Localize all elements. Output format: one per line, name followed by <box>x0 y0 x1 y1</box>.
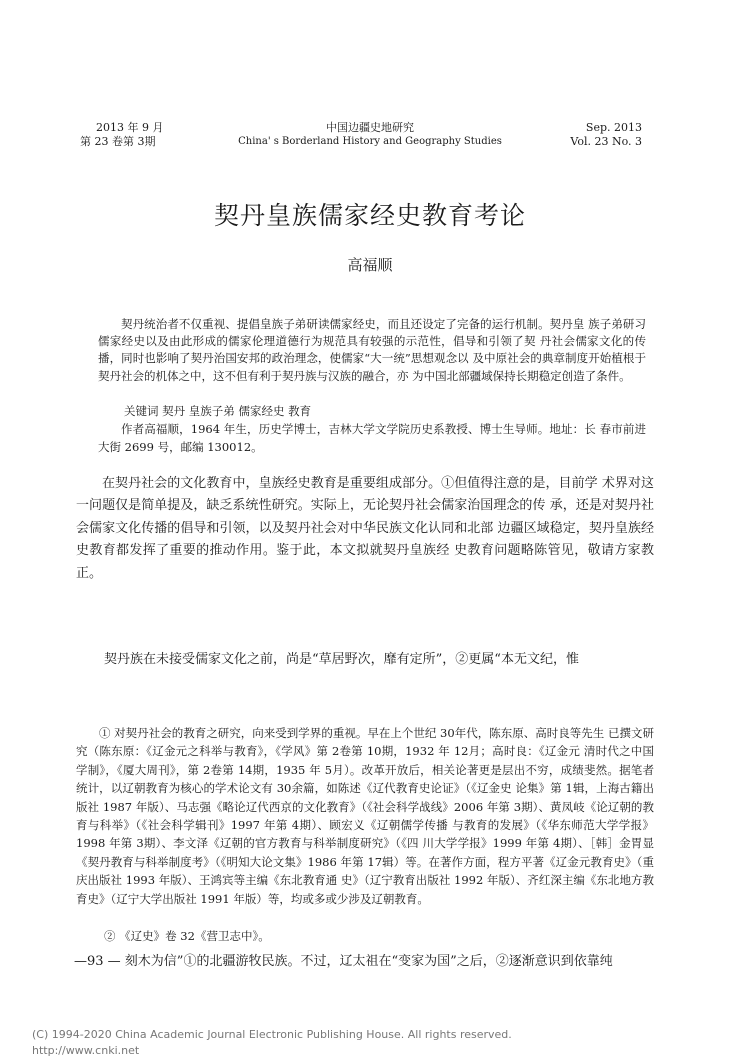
body-paragraph-1: 在契丹社会的文化教育中，皇族经史教育是重要组成部分。①但值得注意的是，目前学 术界对这一问题仅是简单提及，缺乏系统性研究。实际上，无论契丹社会儒家治国理念的传 承，还是对契丹社会儒家文化传播的倡导和引领，以及契丹社会对中华民族文化认同和北部 边疆区域稳定，契丹皇族经史教育都发挥了重要的推动作用。鉴于此，本文拟就契丹皇族经 史教育问题略陈管见，敬请方家教正。 <box>76 476 654 581</box>
issue-volume-cn: 第 23 卷第 3期 <box>80 135 156 148</box>
journal-title-en: China' s Borderland History and Geography Studies <box>238 136 502 147</box>
keywords: 关键词 契丹 皇族子弟 儒家经史 教育 <box>124 404 312 418</box>
issue-date-cn: 2013 年 9 月 <box>96 121 164 134</box>
issue-volume-en: Vol. 23 No. 3 <box>570 135 642 148</box>
body-paragraph-2: 契丹族在未接受儒家文化之前，尚是“草居野次，靡有定所”，②更属“本无文纪，惟 <box>104 652 579 667</box>
copyright-notice: (C) 1994-2020 China Academic Journal Electronic Publishing House. All rights reserved. <box>32 1028 512 1041</box>
issue-date-en: Sep. 2013 <box>585 121 642 134</box>
abstract: 契丹统治者不仅重视、提倡皇族子弟研读儒家经史，而且还设定了完备的运行机制。契丹皇 族子弟研习儒家经史以及由此形成的儒家伦理道德行为规范具有较强的示范性，倡导和引领了契 丹社会儒家文化的传播，同时也影响了契丹治国安邦的政治理念，使儒家“大一统”思想观念以 及中原社会的典章制度开始植根于契丹社会的机体之中，这不但有利于契丹族与汉族的融合，亦 为中国北部疆域保持长期稳定创造了条件。 <box>98 317 646 383</box>
footnote-2: ② 《辽史》卷 32《营卫志中》。 <box>104 929 270 943</box>
cnki-link[interactable]: http://www.cnki.net <box>32 1044 140 1057</box>
footnote-1: ① 对契丹社会的教育之研究，向来受到学界的重视。早在上个世纪 30年代，陈东原、高时良等先生 已撰文研究（陈东原：《辽金元之科举与教育》，《学风》第 2卷第 10期，1932 年 12月；高时良：《辽金元 清时代之中国学制》，《厦大周刊》，第 2卷第 14期，1935 年 5月）。改革开放后，相关论著更是层出不穷，成绩斐然。据笔者统计，以辽朝教育为核心的学术论文有 30余篇，如陈述《辽代教育史论证》（《辽金史 论集》第 1辑，上海古籍出版社 1987 年版）、马志强《略论辽代西京的文化教育》（《社会科学战线》2006 年第 3期）、黄凤岐《论辽朝的教育与科举》（《社会科学辑刊》1997 年第 4期）、顾宏义《辽朝儒学传播 与教育的发展》（《华东师范大学学报》1998 年第 3期）、李文泽《辽朝的官方教育与科举制度研究》（《四 川大学学报》1999 年第 4期）、［韩］金胃显《契丹教育与科举制度考》（《明知大论文集》1986 年第 17辑）等。在著作方面，程方平著《辽金元教育史》（重庆出版社 1993 年版）、王鸿宾等主编《东北教育通 史》（辽宁教育出版社 1992 年版）、齐红深主编《东北地方教育史》（辽宁大学出版社 1991 年版）等，均或多或少涉及辽朝教育。 <box>76 726 654 906</box>
article-title: 契丹皇族儒家经史教育考论 <box>213 201 526 230</box>
page-number-line: —93 — 刻木为信”①的北疆游牧民族。不过，辽太祖在“变家为国”之后，②逐渐意识到依靠纯 <box>74 954 613 969</box>
journal-title-cn: 中国边疆史地研究 <box>326 121 414 134</box>
author-info: 作者高福顺，1964 年生，历史学博士，吉林大学文学院历史系教授、博士生导师。地址：长 春市前进大街 2699 号，邮编 130012。 <box>98 422 646 454</box>
article-author: 高福顺 <box>347 256 393 274</box>
